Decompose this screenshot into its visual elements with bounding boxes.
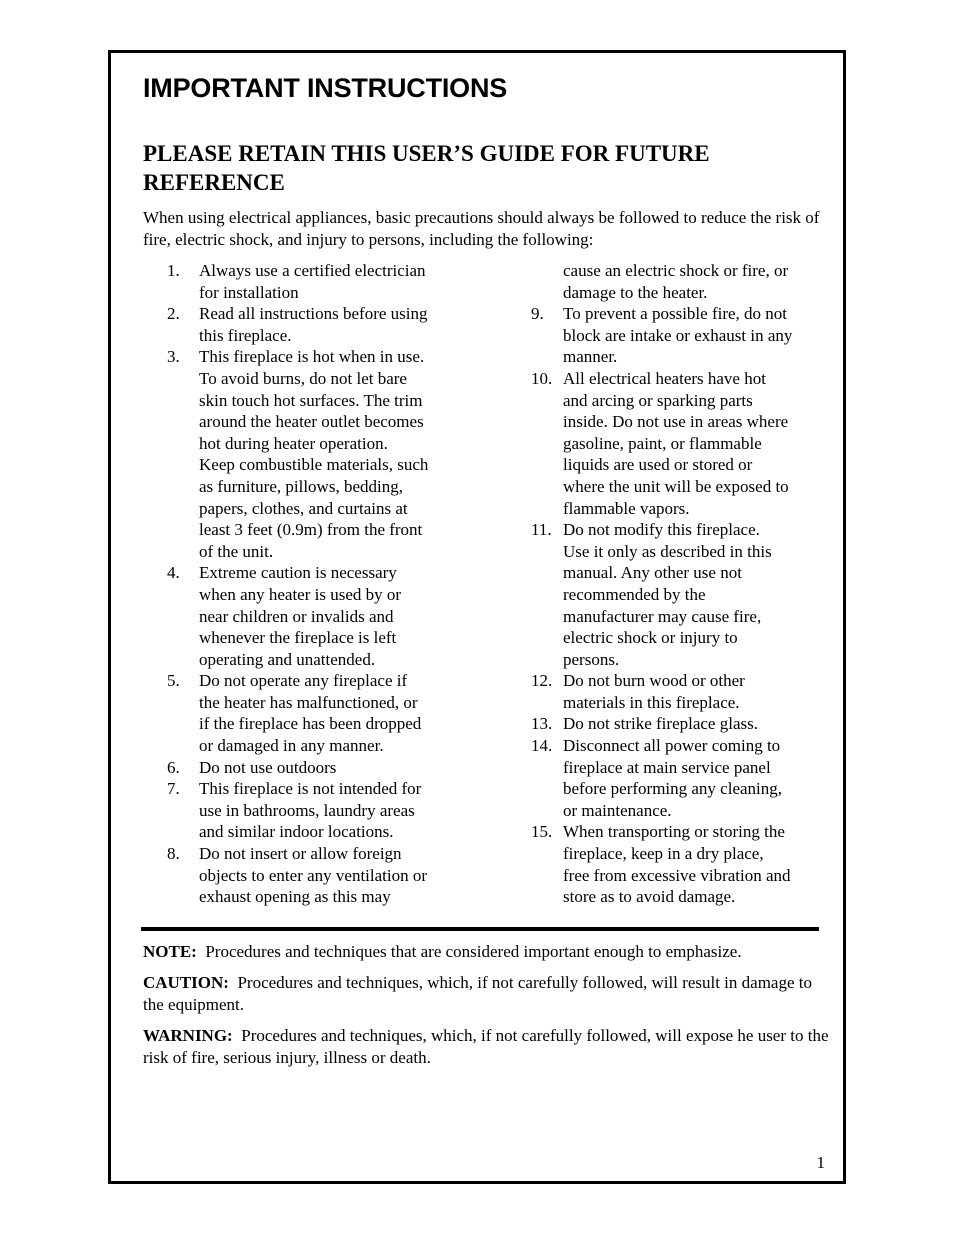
list-item bbox=[167, 843, 467, 908]
list-item-continuation-line: cause an electric shock or fire, or bbox=[563, 261, 789, 280]
list-item-line: papers, clothes, and curtains at bbox=[199, 498, 408, 518]
list-item-line: use in bathrooms, laundry areas bbox=[199, 800, 415, 820]
list-item bbox=[167, 670, 467, 756]
list-item-line: Do not modify this fireplace. bbox=[563, 520, 760, 540]
list-item bbox=[531, 670, 831, 713]
list-item-continuation-line: damage to the heater. bbox=[563, 282, 708, 302]
note-text: Procedures and techniques that are considered important enough to emphasize. bbox=[205, 942, 742, 961]
list-item-line: materials in this fireplace. bbox=[563, 692, 740, 712]
list-item-line: When transporting or storing the bbox=[563, 822, 785, 842]
note-text: Procedures and techniques, which, if not carefully followed, will result in damage to the equipment. bbox=[143, 973, 812, 1014]
list-item-number: 14. bbox=[531, 736, 553, 756]
instructions-list-left bbox=[167, 260, 467, 908]
note-paragraph bbox=[143, 972, 833, 1016]
list-item bbox=[531, 519, 831, 670]
list-item-line: this fireplace. bbox=[199, 325, 292, 345]
intro-paragraph: When using electrical appliances, basic precautions should always be followed to reduce the risk of fire, electric shock, and injury to persons, including the following: bbox=[143, 208, 820, 249]
list-item-line: Always use a certified electrician bbox=[199, 261, 426, 280]
list-item-number: 11. bbox=[531, 520, 552, 540]
list-item-line: Do not burn wood or other bbox=[563, 671, 745, 691]
list-item-number: 4. bbox=[167, 563, 180, 583]
list-item bbox=[167, 260, 467, 303]
list-item-line: fireplace at main service panel bbox=[563, 757, 771, 777]
page-frame bbox=[108, 50, 846, 1184]
list-item-line: To avoid burns, do not let bare bbox=[199, 368, 407, 388]
list-item-line: flammable vapors. bbox=[563, 498, 690, 518]
list-item-line: and arcing or sparking parts bbox=[563, 390, 753, 410]
list-item-line: least 3 feet (0.9m) from the front bbox=[199, 520, 423, 540]
list-item-line: To prevent a possible fire, do not bbox=[563, 304, 788, 324]
list-item-number: 15. bbox=[531, 822, 553, 842]
list-item-line: the heater has malfunctioned, or bbox=[199, 692, 418, 712]
list-item-line: manner. bbox=[563, 347, 618, 367]
list-item-number: 1. bbox=[167, 261, 180, 280]
note-label: CAUTION: bbox=[143, 973, 229, 992]
list-item-line: manufacturer may cause fire, bbox=[563, 606, 762, 626]
note-label: WARNING: bbox=[143, 1026, 233, 1045]
section-divider bbox=[141, 927, 819, 931]
list-item-number: 12. bbox=[531, 671, 553, 691]
list-item-line: free from excessive vibration and bbox=[563, 865, 791, 885]
list-item-line: Read all instructions before using bbox=[199, 304, 428, 324]
list-item-line: liquids are used or stored or bbox=[563, 455, 753, 475]
list-item-line: store as to avoid damage. bbox=[563, 887, 736, 907]
list-item-line: if the fireplace has been dropped bbox=[199, 714, 422, 734]
list-item-line: Extreme caution is necessary bbox=[199, 563, 397, 583]
list-item-number: 10. bbox=[531, 368, 553, 388]
list-item-line: around the heater outlet becomes bbox=[199, 412, 424, 432]
list-item-line: This fireplace is hot when in use. bbox=[199, 347, 425, 367]
page-title: IMPORTANT INSTRUCTIONS bbox=[143, 73, 508, 103]
list-item-line: when any heater is used by or bbox=[199, 584, 402, 604]
list-item-line: skin touch hot surfaces. The trim bbox=[199, 390, 423, 410]
list-item-number: 5. bbox=[167, 671, 180, 691]
list-item-line: Do not operate any fireplace if bbox=[199, 671, 408, 691]
list-item-line: Keep combustible materials, such bbox=[199, 455, 429, 475]
list-item-number: 9. bbox=[531, 304, 544, 324]
list-item-line: Do not strike fireplace glass. bbox=[563, 714, 758, 734]
list-item-line: operating and unattended. bbox=[199, 649, 376, 669]
list-item-line: This fireplace is not intended for bbox=[199, 779, 422, 799]
list-item-line: block are intake or exhaust in any bbox=[563, 325, 793, 345]
list-item-line: as furniture, pillows, bedding, bbox=[199, 476, 403, 496]
list-item-line: exhaust opening as this may bbox=[199, 887, 391, 907]
list-item bbox=[167, 303, 467, 346]
note-label: NOTE: bbox=[143, 942, 197, 961]
list-item-line: manual. Any other use not bbox=[563, 563, 742, 583]
list-item-line: whenever the fireplace is left bbox=[199, 628, 397, 648]
page-number: 1 bbox=[816, 1153, 825, 1172]
instructions-list-right bbox=[531, 260, 831, 908]
list-item-line: and similar indoor locations. bbox=[199, 822, 394, 842]
list-item-number: 6. bbox=[167, 757, 180, 777]
list-item-line: recommended by the bbox=[563, 584, 706, 604]
list-item bbox=[531, 368, 831, 519]
list-item-line: hot during heater operation. bbox=[199, 433, 388, 453]
list-item bbox=[531, 821, 831, 907]
list-item-line: Disconnect all power coming to bbox=[563, 736, 781, 756]
list-item-number: 7. bbox=[167, 779, 180, 799]
list-item-line: electric shock or injury to bbox=[563, 628, 738, 648]
note-text: Procedures and techniques, which, if not carefully followed, will expose he user to the risk of fire, serious injury, illness or death. bbox=[143, 1026, 829, 1067]
list-item-line: gasoline, paint, or flammable bbox=[563, 433, 762, 453]
list-item bbox=[167, 346, 467, 562]
list-item-line: where the unit will be exposed to bbox=[563, 476, 789, 496]
list-item-line: before performing any cleaning, bbox=[563, 779, 783, 799]
list-item bbox=[167, 562, 467, 670]
list-item-line: persons. bbox=[563, 649, 620, 669]
list-item-line: Use it only as described in this bbox=[563, 541, 772, 561]
notes-section bbox=[143, 941, 833, 1078]
list-item bbox=[531, 303, 831, 368]
list-item-number: 8. bbox=[167, 844, 180, 864]
list-item-number: 3. bbox=[167, 347, 180, 367]
page-subtitle: PLEASE RETAIN THIS USER’S GUIDE FOR FUTURE REFERENCE bbox=[143, 141, 710, 195]
list-item bbox=[531, 735, 831, 821]
list-item-line: near children or invalids and bbox=[199, 606, 394, 626]
list-item-line: inside. Do not use in areas where bbox=[563, 412, 789, 432]
list-item-line: Do not insert or allow foreign bbox=[199, 844, 402, 864]
note-paragraph bbox=[143, 1025, 833, 1069]
list-item-line: or damaged in any manner. bbox=[199, 736, 384, 756]
list-item-line: of the unit. bbox=[199, 541, 274, 561]
list-item bbox=[167, 757, 467, 779]
list-item-number: 2. bbox=[167, 304, 180, 324]
list-item-line: or maintenance. bbox=[563, 800, 672, 820]
note-paragraph bbox=[143, 941, 833, 963]
list-item bbox=[531, 713, 831, 735]
list-item-line: for installation bbox=[199, 282, 299, 302]
list-item-line: objects to enter any ventilation or bbox=[199, 865, 428, 885]
list-item bbox=[167, 778, 467, 843]
list-item-line: Do not use outdoors bbox=[199, 757, 337, 777]
list-item-line: All electrical heaters have hot bbox=[563, 368, 766, 388]
list-item-line: fireplace, keep in a dry place, bbox=[563, 844, 764, 864]
list-item-number: 13. bbox=[531, 714, 553, 734]
